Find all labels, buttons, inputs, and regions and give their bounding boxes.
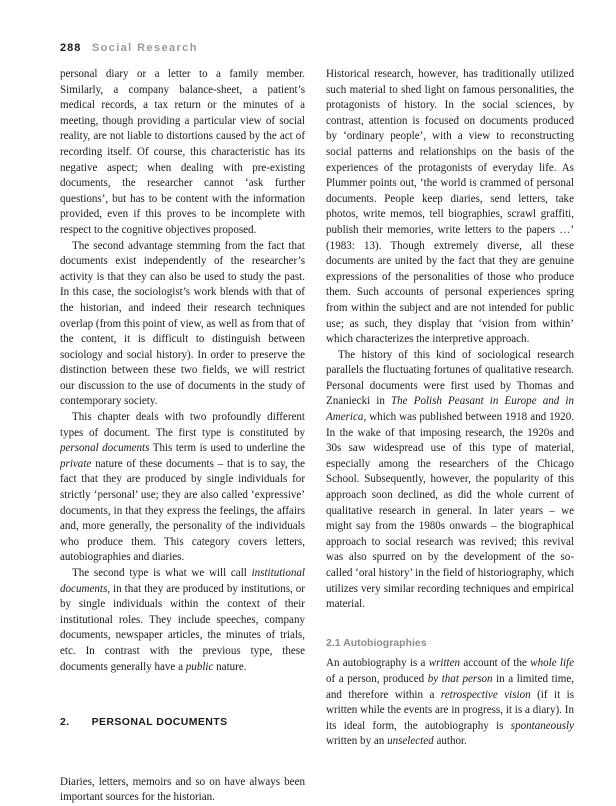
emphasis: The Polish Peasant in Europe and in America	[326, 395, 574, 424]
emphasis: by that person	[427, 672, 493, 685]
paragraph: Diaries, letters, memoirs and so on have always been important sources for the historian.	[60, 775, 305, 804]
section-title: PERSONAL DOCUMENTS	[91, 716, 228, 729]
emphasis: public	[185, 660, 214, 673]
section-number: 2.	[60, 716, 70, 729]
running-header	[60, 42, 198, 54]
paragraph: The second advantage stemming from the fact that documents exist independently of the researcher’s activity is that they can also be used to study the past. In this case, the sociologist’s work blends with that of the historian, and indeed their research techniques overlap (from this point of view, as well as from that of the content, it is difficult to distinguish between sociology and social history). In order to preserve the distinction between these two fields, we will restrict our discussion to the use of documents in the study of contemporary society.	[60, 239, 305, 408]
subsection-heading: 2.1 Autobiographies	[326, 636, 427, 649]
emphasis: written	[428, 657, 461, 670]
paragraph: An autobiography is a written account of the whole life of a person, produced by that person in a limited time, and therefore within a retrospective vision (if it is written while the events are in progress, it is a diary). In its ideal form, the autobiography is spontaneously written by an unselected author.	[326, 657, 575, 748]
paragraph: Historical research, however, has traditionally utilized such material to shed light on famous personalities, the protagonists of history. In the social sciences, by contrast, attention is focused on documents produced by ‘ordinary people’, with a view to reconstructing social patterns and relationships on the basis of the experiences of the protagonists of everyday life. As Plummer points out, ‘the world is crammed of personal documents. People keep diaries, send letters, take photos, write memos, tell biographies, scrawl graffiti, publish their memories, write letters to the papers …’ (1983: 13). Though extremely diverse, all these documents are united by the fact that they are genuine expressions of the personalities of those who produce them. Such accounts of personal experiences spring from within the subject and are not intended for public use; as such, they display that ‘vision from within’ which characterizes the interpretive approach.	[326, 68, 574, 346]
section-heading	[60, 715, 305, 731]
emphasis: retrospective vision	[440, 688, 531, 701]
paragraph: The history of this kind of sociological research parallels the fluctuating fortunes of qualitative research. Personal documents were first used by Thomas and Znaniecki in The Polish Peasant in Europe and in America, which was published between 1918 and 1920. In the wake of that imposing research, the 1920s and 30s saw widespread use of this type of material, especially among the researchers of the Chicago School. Subsequently, however, the popularity of this approach soon declined, as did the whole current of qualitative research in general. In later years – we might say from the 1980s onwards – the biographical approach to social research was revived; this revival was also spurred on by the development of the so-called ‘oral history’ in the field of historiography, which utilizes very similar recording techniques and empirical material.	[326, 348, 574, 611]
emphasis: whole life	[530, 657, 574, 670]
emphasis: spontaneously	[510, 719, 574, 732]
emphasis: institutional documents	[60, 567, 305, 595]
page-number: 288	[60, 42, 82, 54]
paragraph: The second type is what we will call institutional documents, in that they are produced by institutions, or by single individuals within the context of their institutional roles. They include speeches, company documents, newspaper articles, the minutes of trials, etc. In contrast with the previous type, these documents generally have a public nature.	[60, 567, 305, 673]
emphasis: personal documents	[60, 442, 150, 455]
paragraph: personal diary or a letter to a family member. Similarly, a company balance-sheet, a patient’s medical records, a tax return or the minutes of a meeting, though providing a particular view of social reality, are not liable to distortions caused by the act of recording itself. Of course, this characteristic has its negative aspect; when dealing with pre-existing documents, the researcher cannot ‘ask further questions’, but has to be content with the information provided, even if this proves to be incomplete with respect to the cognitive objectives proposed.	[60, 68, 305, 236]
book-title: Social Research	[91, 42, 198, 54]
paragraph: This chapter deals with two profoundly different types of document. The first type is constituted by personal documents This term is used to underline the private nature of these documents – that is to say, the fact that they are produced by single individuals for strictly ‘personal’ use; they are also called ‘expressive’ documents, in that they express the feelings, the affairs and, more generally, the personality of the individuals who produce them. This category covers letters, autobiographies and diaries.	[60, 411, 305, 564]
right-column	[326, 67, 574, 750]
emphasis: private	[60, 457, 92, 470]
emphasis: unselected	[387, 735, 434, 748]
left-column	[60, 67, 305, 806]
